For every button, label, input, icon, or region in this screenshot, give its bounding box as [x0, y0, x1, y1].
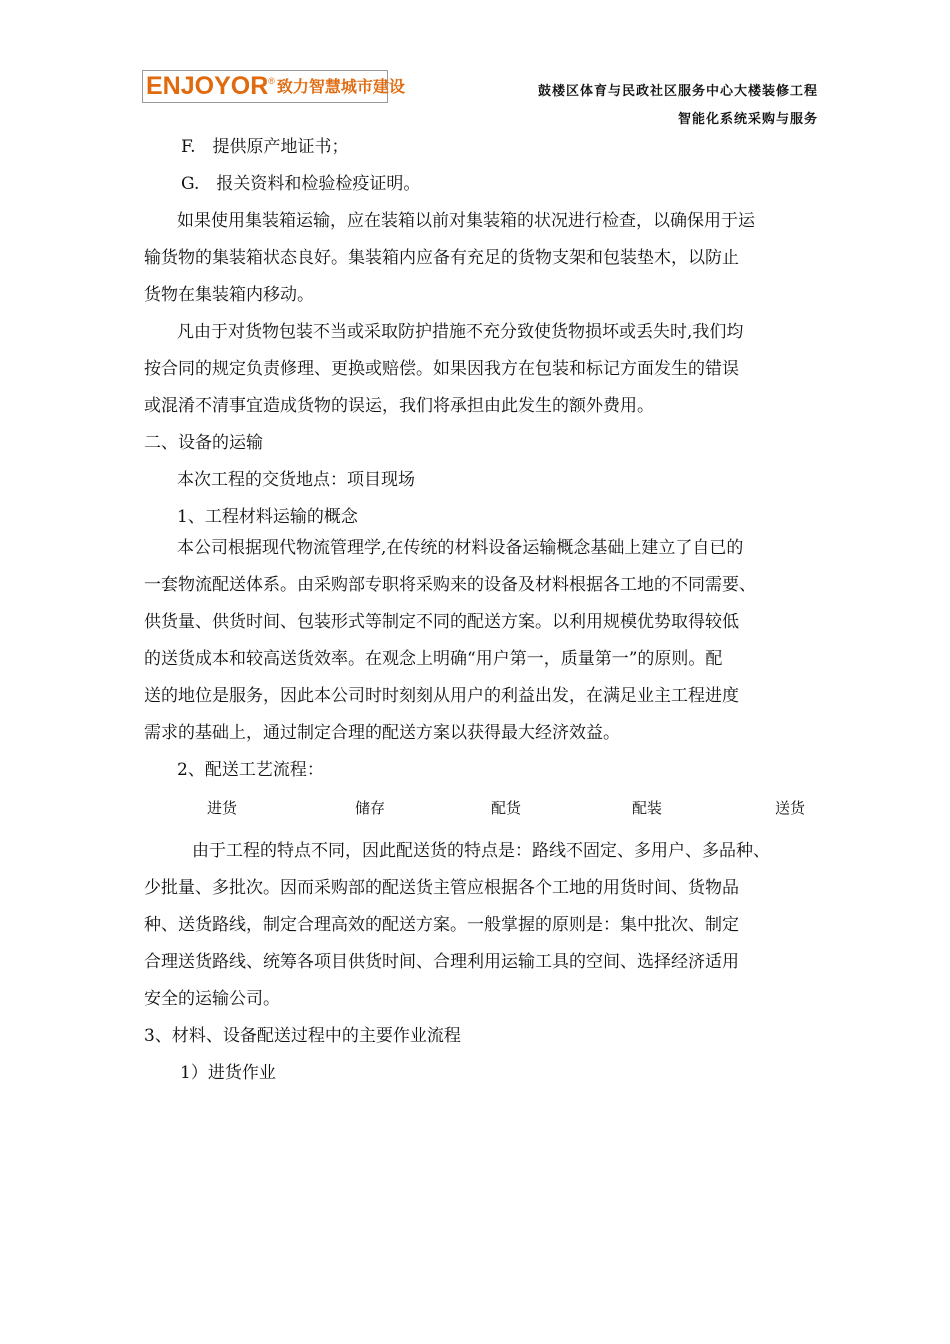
flow-step-load: 配装	[632, 799, 663, 817]
company-logo	[142, 70, 405, 103]
logo-slogan: 致力智慧城市建设	[276, 76, 405, 96]
flow-step-deliver: 送货	[775, 799, 806, 817]
paragraph-line: 本公司根据现代物流管理学,在传统的材料设备运输概念基础上建立了自已的	[177, 538, 744, 558]
sub-item-heading: 1）进货作业	[180, 1063, 276, 1083]
paragraph-line: 或混淆不清事宜造成货物的误运，我们将承担由此发生的额外费用。	[144, 396, 654, 416]
subsection-heading: 2、配送工艺流程：	[177, 760, 324, 780]
paragraph-line: 按合同的规定负责修理、更换或赔偿。如果因我方在包装和标记方面发生的错误	[144, 359, 739, 379]
paragraph-line: 需求的基础上，通过制定合理的配送方案以获得最大经济效益。	[144, 723, 620, 743]
paragraph-line: 一套物流配送体系。由采购部专职将采购来的设备及材料根据各工地的不同需要、	[144, 575, 756, 595]
paragraph-line: 送的地位是服务，因此本公司时时刻刻从用户的利益出发，在满足业主工程进度	[144, 686, 739, 706]
paragraph-line: 本次工程的交货地点：项目现场	[177, 470, 415, 490]
paragraph-line: 少批量、多批次。因而采购部的配送货主管应根据各个工地的用货时间、货物品	[144, 878, 739, 898]
paragraph-line: 种、送货路线，制定合理高效的配送方案。一般掌握的原则是：集中批次、制定	[144, 915, 739, 935]
subsection-heading: 3、材料、设备配送过程中的主要作业流程	[144, 1026, 461, 1046]
header-project-title: 鼓楼区体育与民政社区服务中心大楼装修工程	[537, 84, 818, 99]
paragraph-line: 供货量、供货时间、包装形式等制定不同的配送方案。以利用规模优势取得较低	[144, 612, 739, 632]
paragraph-line: 的送货成本和较高送货效率。在观念上明确“用户第一，质量第一”的原则。配	[144, 649, 723, 669]
paragraph-line: 凡由于对货物包装不当或采取防护措施不充分致使货物损坏或丢失时,我们均	[177, 322, 744, 342]
paragraph-line: 如果使用集装箱运输，应在装箱以前对集装箱的状况进行检查，以确保用于运	[177, 211, 755, 231]
logo-brand-text: ENJOYOR	[146, 72, 269, 100]
flow-step-store: 储存	[355, 799, 386, 817]
subsection-heading: 1、工程材料运输的概念	[177, 507, 358, 527]
flow-step-receive: 进货	[207, 799, 238, 817]
paragraph-line: 安全的运输公司。	[144, 989, 280, 1009]
paragraph-line: 由于工程的特点不同，因此配送货的特点是：路线不固定、多用户、多品种、	[192, 841, 770, 861]
logo-registered-mark: ®	[268, 76, 275, 86]
list-item-g: G. 报关资料和检验检疫证明。	[181, 174, 421, 194]
list-item-f: F. 提供原产地证书；	[181, 137, 349, 157]
paragraph-line: 货物在集装箱内移动。	[144, 285, 314, 305]
header-project-subtitle: 智能化系统采购与服务	[677, 112, 818, 127]
paragraph-line: 合理送货路线、统筹各项目供货时间、合理利用运输工具的空间、选择经济适用	[144, 952, 739, 972]
section-heading: 二、设备的运输	[144, 433, 263, 453]
flow-step-allocate: 配货	[491, 799, 522, 817]
paragraph-line: 输货物的集装箱状态良好。集装箱内应备有充足的货物支架和包装垫木，以防止	[144, 248, 739, 268]
